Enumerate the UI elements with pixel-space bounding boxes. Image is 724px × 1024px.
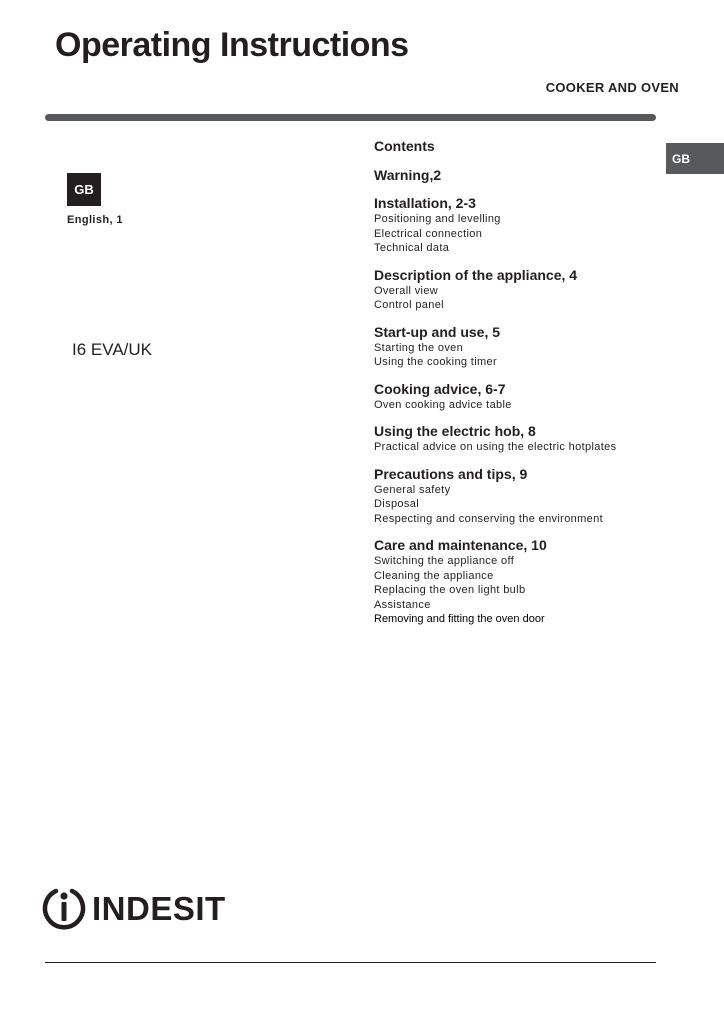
toc-item[interactable]: Cleaning the appliance	[374, 569, 494, 582]
product-type-label: COOKER AND OVEN	[545, 80, 679, 95]
toc-section-installation	[374, 195, 664, 256]
table-of-contents	[374, 138, 664, 638]
toc-section-startup	[374, 324, 664, 370]
toc-item[interactable]: Oven cooking advice table	[374, 398, 512, 411]
model-number: I6 EVA/UK	[72, 340, 152, 359]
toc-item[interactable]: Switching the appliance off	[374, 555, 515, 567]
toc-item[interactable]: Control panel	[374, 299, 444, 311]
toc-section-title[interactable]: Cooking advice, 6-7	[374, 380, 506, 397]
toc-item[interactable]: Positioning and levelling	[374, 213, 501, 225]
toc-section-precautions	[374, 466, 664, 527]
brand-wordmark: INDESIT	[92, 890, 226, 927]
toc-item[interactable]: Technical data	[374, 242, 450, 254]
language-badge-gb: GB	[67, 173, 101, 206]
toc-section-warning	[374, 167, 664, 184]
toc-item[interactable]: Electrical connection	[374, 227, 483, 240]
english-language-link[interactable]: English, 1	[67, 214, 123, 226]
language-tab-gb[interactable]: GB	[666, 143, 724, 174]
toc-item[interactable]: Overall view	[374, 284, 439, 297]
toc-section-cooking-advice	[374, 381, 664, 413]
brand-logo	[42, 884, 226, 934]
toc-section-title[interactable]: Start-up and use, 5	[374, 323, 501, 340]
toc-item[interactable]: Removing and fitting the oven door	[374, 613, 545, 625]
toc-section-care	[374, 537, 664, 627]
indesit-circle-i-icon	[42, 885, 86, 933]
toc-section-description	[374, 267, 664, 313]
toc-section-title[interactable]: Installation, 2-3	[374, 195, 476, 211]
toc-item[interactable]: Using the cooking timer	[374, 356, 497, 368]
toc-item[interactable]: Starting the oven	[374, 341, 464, 354]
toc-section-title[interactable]: Care and maintenance, 10	[374, 537, 547, 553]
footer-divider	[45, 962, 656, 963]
toc-section-title[interactable]: Using the electric hob, 8	[374, 423, 536, 439]
toc-section-title[interactable]: Precautions and tips, 9	[374, 465, 528, 482]
toc-section-title[interactable]: Warning,2	[374, 167, 442, 183]
toc-item[interactable]: Replacing the oven light bulb	[374, 584, 526, 596]
toc-item[interactable]: Assistance	[374, 598, 431, 611]
toc-section-title[interactable]: Description of the appliance, 4	[374, 266, 578, 283]
page-title: Operating Instructions	[55, 26, 409, 64]
toc-item[interactable]: Respecting and conserving the environment	[374, 512, 603, 525]
contents-heading: Contents	[374, 138, 435, 154]
toc-item[interactable]: Disposal	[374, 498, 419, 510]
toc-section-electric-hob	[374, 423, 664, 455]
header-divider	[45, 114, 656, 121]
toc-item[interactable]: General safety	[374, 483, 451, 496]
toc-item[interactable]: Practical advice on using the electric hotplates	[374, 441, 617, 453]
